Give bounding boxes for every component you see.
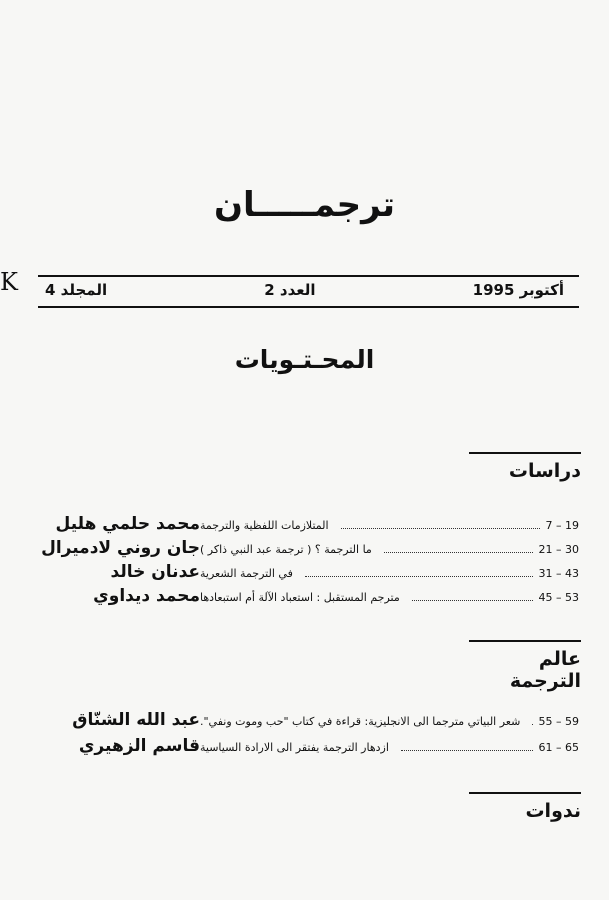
entry-author: عدنان خالد: [110, 562, 200, 582]
issue-info-row: [45, 281, 564, 303]
entry-title: مترجم المستقبل : استعباد الآلة أم استبعادها: [200, 591, 400, 604]
issue-number-label: العدد 2: [264, 281, 316, 299]
header-rule-bottom: [38, 306, 579, 308]
entry-leader-dots: [305, 568, 533, 577]
toc-entry: [30, 538, 579, 560]
entry-title: شعر البياتي مترجما الى الانجليزية: قراءة في كتاب "حب وموت ونفي".: [200, 715, 521, 728]
entry-pages: 7 – 19: [545, 519, 579, 532]
entry-pages: 45 – 53: [538, 591, 579, 604]
entry-author: محمد حلمي هليل: [55, 514, 200, 534]
toc-entry: [30, 514, 579, 536]
entry-leader-dots: [401, 742, 533, 751]
journal-title: ترجمـــــان: [213, 185, 396, 225]
entry-author: جان روني لادميرال: [41, 538, 200, 558]
entry-author: عبد الله الشنّاق: [72, 710, 200, 730]
entry-pages: 21 – 30: [538, 543, 579, 556]
entry-leader-dots: [412, 592, 533, 601]
entry-author: قاسم الزهيري: [78, 736, 200, 756]
entry-author: محمد ديداوي: [93, 586, 200, 606]
toc-entry: [30, 586, 579, 608]
contents-heading: المحـتـويات: [234, 345, 375, 374]
entry-title: المتلازمات اللفظية والترجمة: [200, 519, 329, 532]
header-rule-top: [38, 275, 579, 277]
entry-title: في الترجمة الشعرية: [200, 567, 293, 580]
toc-entry: [30, 710, 579, 732]
margin-handwritten-mark: K: [0, 268, 18, 296]
entry-leader-dots: [341, 520, 540, 529]
volume-label: المجلد 4: [45, 281, 108, 299]
entry-pages: 61 – 65: [538, 741, 579, 754]
section-header-studies: دراسات: [469, 452, 581, 486]
entry-leader-dots: [384, 544, 533, 553]
section-header-world-of-translation: عالم الترجمة: [469, 640, 581, 674]
toc-entry: [30, 562, 579, 584]
entry-title: ما الترجمة ؟ ( ترجمة عبد النبي ذاكر ): [200, 543, 372, 556]
section-header-symposia: ندوات: [469, 792, 581, 826]
entry-pages: 55 – 59: [538, 715, 579, 728]
entry-title: ازدهار الترجمة يفتقر الى الارادة السياسية: [200, 741, 389, 754]
issue-date-label: أكتوبر 1995: [472, 281, 564, 299]
toc-entry: [30, 736, 579, 758]
entry-pages: 31 – 43: [538, 567, 579, 580]
